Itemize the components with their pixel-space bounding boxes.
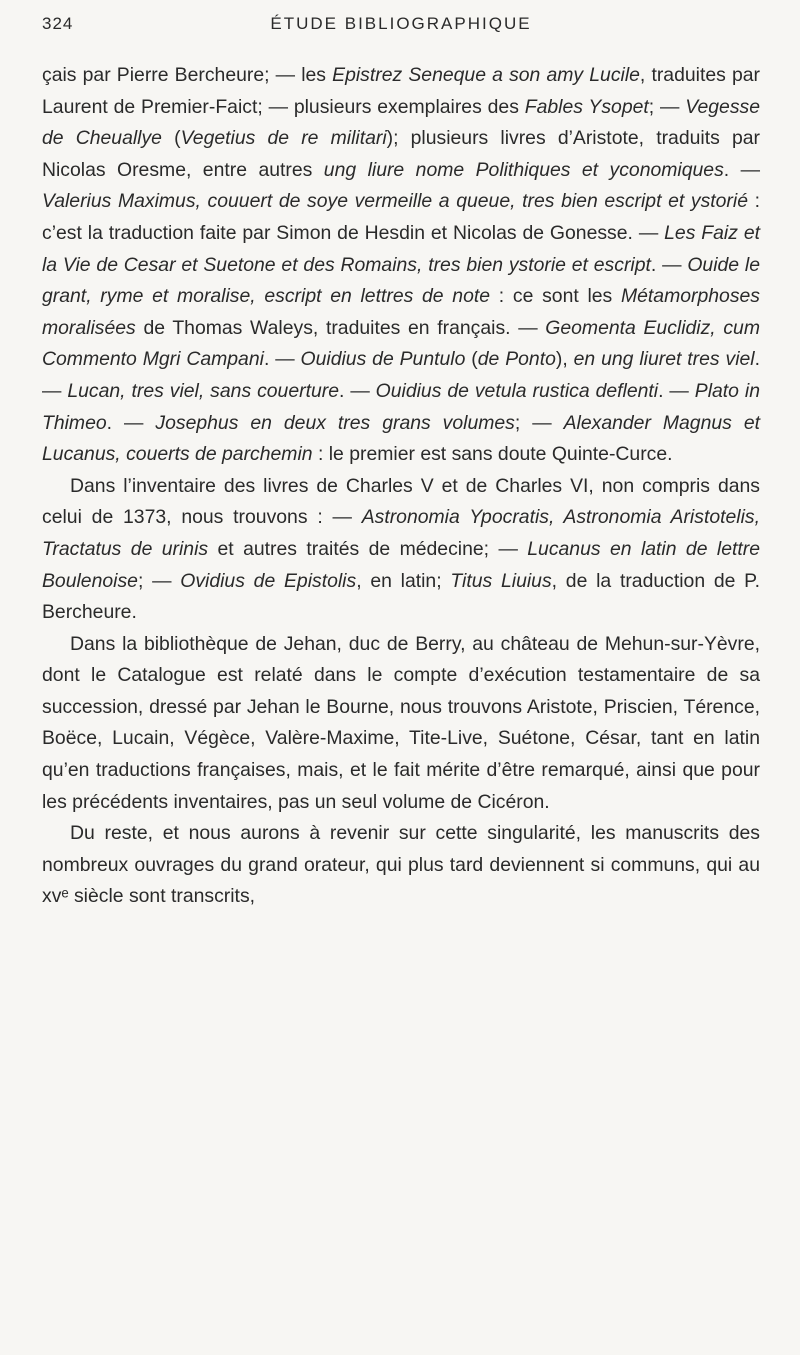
- text-run: . —: [42, 348, 760, 402]
- text-run: : ce sont les: [490, 285, 621, 308]
- italic-title: Ovidius de Epistolis: [180, 569, 357, 592]
- text-run: . —: [106, 411, 156, 434]
- italic-title: Geomenta Euclidiz, cum Commento Mgri Campani: [42, 316, 760, 371]
- italic-title: Fables Ysopet: [524, 95, 649, 118]
- italic-title: Epistrez Seneque a son amy Lucile: [332, 64, 640, 86]
- italic-title: Titus Liuius: [450, 569, 552, 592]
- page-body: [42, 60, 760, 913]
- italic-title: Plato in Thimeo: [42, 379, 760, 434]
- text-run: çais par Pierre Bercheure; — les: [42, 64, 333, 86]
- text-run: . —: [658, 379, 695, 402]
- text-run: ; —: [514, 411, 564, 434]
- text-run: ; —: [137, 569, 181, 592]
- italic-title: Valerius Maximus, couuert de soye vermeille a queue, tres bien escript et ystorié: [42, 190, 748, 213]
- italic-title: Vegesse de Cheuallye: [42, 95, 760, 150]
- text-run: ; —: [648, 95, 686, 118]
- running-title: ÉTUDE BIBLIOGRAPHIQUE: [270, 14, 532, 33]
- text-run: de Thomas Waleys, traduites en français. —: [135, 316, 546, 339]
- italic-title: Métamorphoses moralisées: [42, 285, 760, 339]
- text-run: : le premier est sans doute Quinte-Curce.: [312, 443, 673, 466]
- text-run: Dans l’inventaire des livres de Charles V et de Charles VI, non compris dans celui de 1373, nous trouvons : —: [42, 474, 760, 529]
- text-run: . —: [339, 379, 376, 402]
- italic-title: Astronomia Ypocratis, Astronomia Aristotelis, Tractatus de urinis: [42, 506, 760, 560]
- text-run: , traduites par Laurent de Premier-Faict; — plusieurs exemplaires des: [42, 64, 761, 118]
- text-run: : c’est la traduction faite par Simon de Hesdin et Nicolas de Gonesse. —: [42, 190, 760, 244]
- text-run: (: [161, 127, 181, 150]
- text-run: . —: [723, 158, 760, 181]
- italic-title: Lucan, tres viel, sans couerture: [67, 379, 339, 402]
- italic-title: Vegetius de re militari: [180, 127, 387, 150]
- italic-title: Lucanus en latin de lettre Boulenoise: [42, 537, 760, 592]
- italic-title: de Ponto: [477, 348, 556, 371]
- italic-title: Ouidius de vetula rustica deflenti: [375, 379, 659, 402]
- page-number: 324: [42, 14, 74, 33]
- paragraph: [42, 629, 760, 819]
- page-header: [42, 14, 760, 44]
- italic-title: en ung liuret tres viel: [573, 348, 755, 371]
- paragraph: [42, 60, 760, 471]
- text-run: et autres traités de médecine; —: [208, 537, 528, 560]
- italic-title: Ouidius de Puntulo: [300, 348, 466, 371]
- text-run: (: [465, 348, 478, 371]
- text-run: ),: [555, 348, 574, 371]
- text-run: , de la traduction de P. Bercheure.: [42, 569, 760, 624]
- italic-title: Josephus en deux tres grans volumes: [155, 411, 515, 434]
- italic-title: Les Faiz et la Vie de Cesar et Suetone et des Romains, tres bien ystorie et escript: [42, 221, 760, 276]
- italic-title: Alexander Magnus et Lucanus, couerts de parchemin: [42, 411, 760, 466]
- text-run: . —: [650, 253, 688, 276]
- italic-title: ung liure nome Polithiques et yconomiques: [323, 158, 724, 181]
- text-run: Dans la bibliothèque de Jehan, duc de Berry, au château de Mehun-sur-Yèvre, dont le Catalogue est relaté dans le compte d’exécution testamentaire de sa succession, dressé par Jehan le Bourne, nous trouvons Aristote, Priscien, Térence, Boëce, Lucain, Végèce, Valère-Maxime, Tite-Live, Suétone, César, tant en latin qu’en traductions françaises, mais, et le fait mérite d’être remarqué, ainsi que pour les précédents inventaires, pas un seul volume de Cicéron.: [42, 632, 760, 813]
- paragraph: [42, 818, 760, 913]
- text-run: ); plusieurs livres d’Aristote, traduits par Nicolas Oresme, entre autres: [42, 127, 760, 181]
- paragraph: [42, 471, 760, 629]
- italic-title: Ouide le grant, ryme et moralise, escript en lettres de note: [42, 253, 760, 308]
- text-run: . —: [263, 348, 301, 371]
- text-run: , en latin;: [356, 569, 451, 592]
- text-run: Du reste, et nous aurons à revenir sur cette singularité, les manuscrits des nombreux ouvrages du grand orateur, qui plus tard deviennent si communs, qui au xvᵉ siècle sont transcrits,: [42, 822, 760, 908]
